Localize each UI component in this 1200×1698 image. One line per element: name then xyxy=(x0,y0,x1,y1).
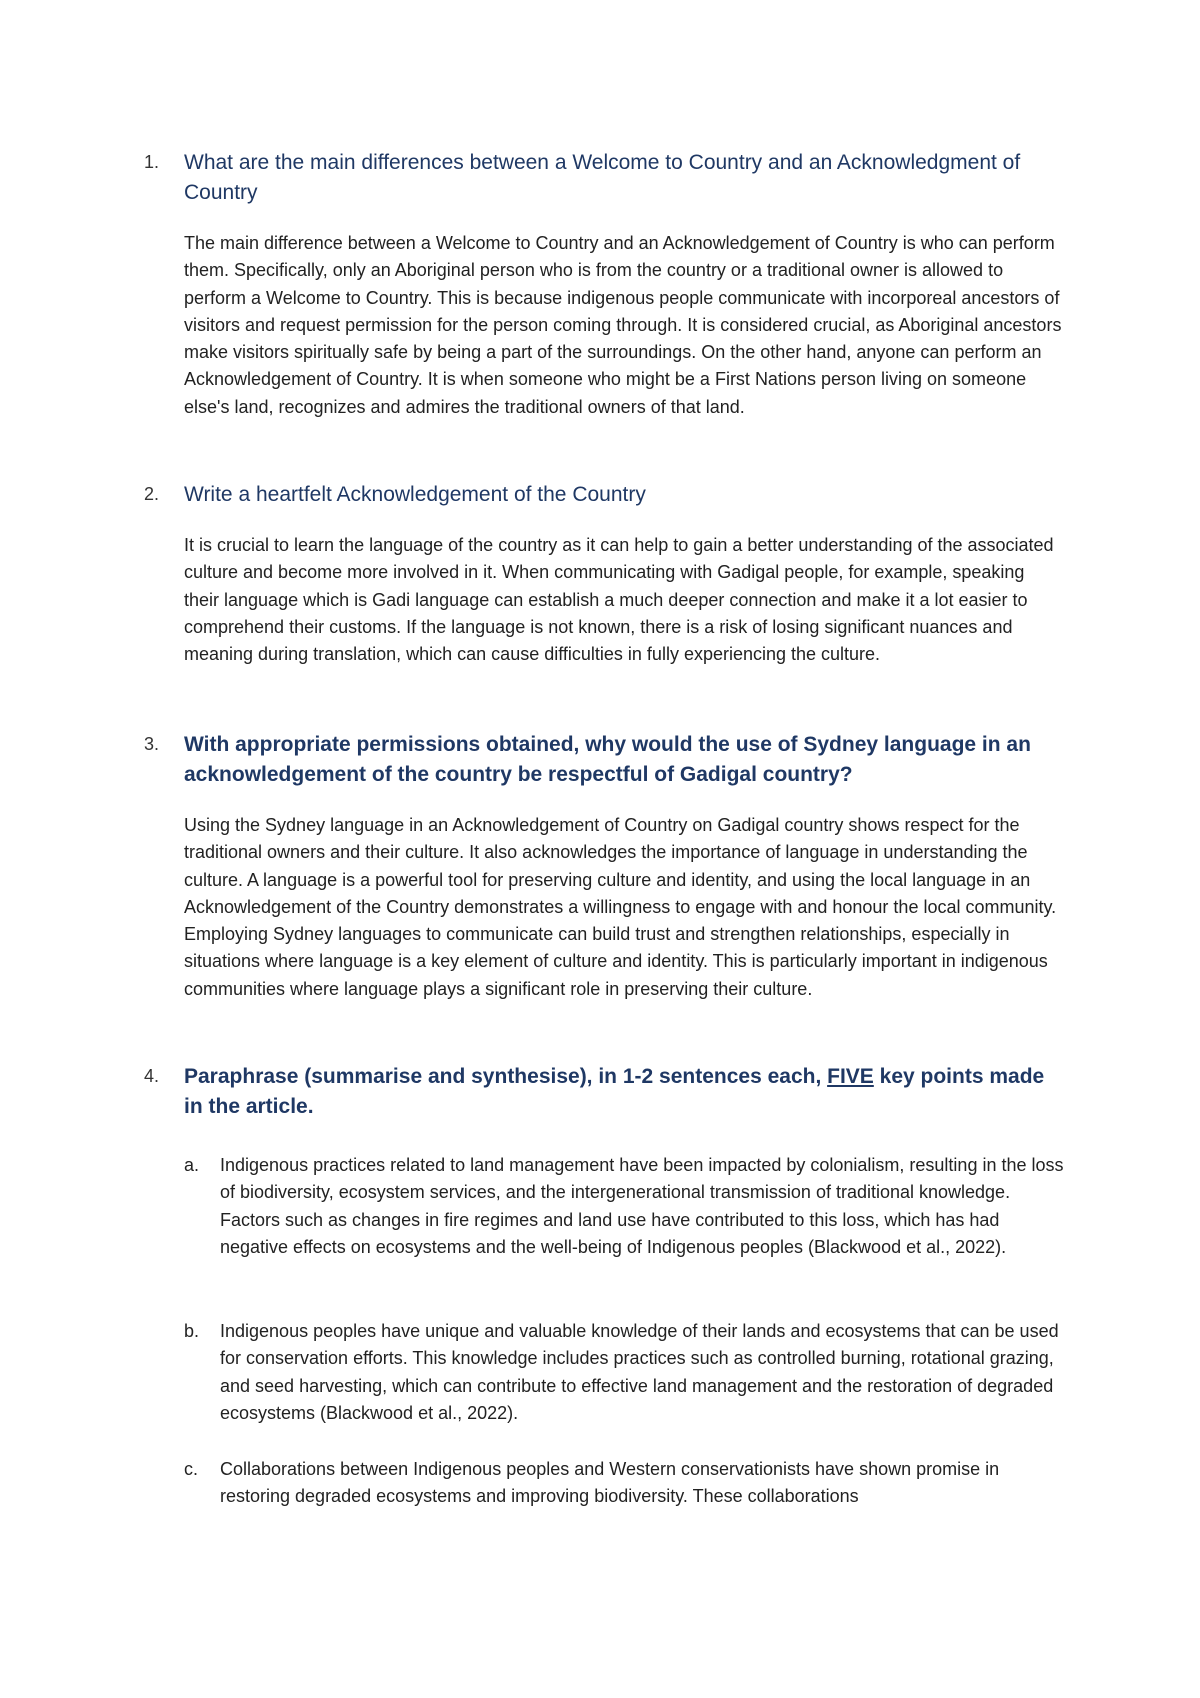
key-point-b-text: Indigenous peoples have unique and valuable knowledge of their lands and ecosystems that can be used for conservation efforts. This knowledge includes practices such as controlled burning, rotational grazing, and seed harvesting, which can contribute to effective land management and the restoration of degraded ecosystems (Blackwood et al., 2022). xyxy=(220,1321,1059,1423)
key-point-c xyxy=(184,1456,1064,1511)
question-2-number: 2. xyxy=(144,484,160,504)
question-1 xyxy=(144,148,1068,421)
key-point-c-text: Collaborations between Indigenous peoples and Western conservationists have shown promise in restoring degraded ecosystems and improving biodiversity. These collaborations xyxy=(220,1459,1000,1507)
key-point-a xyxy=(184,1152,1064,1261)
key-point-a-text: Indigenous practices related to land management have been impacted by colonialism, resulting in the loss of biodiversity, ecosystem services, and the intergenerational transmission of traditional knowledge. Factors such as changes in fire regimes and land use have contributed to this loss, which has had negative effects on ecosystems and the well-being of Indigenous peoples (Blackwood et al., 2022). xyxy=(220,1155,1064,1257)
key-point-c-label: c. xyxy=(184,1459,199,1479)
question-2 xyxy=(144,480,1068,668)
question-4-title-emphasis: FIVE xyxy=(827,1065,874,1088)
key-point-a-label: a. xyxy=(184,1155,200,1175)
question-3 xyxy=(144,730,1068,1003)
question-1-number: 1. xyxy=(144,152,160,172)
key-point-b-label: b. xyxy=(184,1321,200,1341)
question-4-title xyxy=(184,1062,1064,1122)
question-1-answer: The main difference between a Welcome to Country and an Acknowledgement of Country is who can perform them. Specifically, only an Aboriginal person who is from the country or a traditional owner is allowed to perform a Welcome to Country. This is because indigenous people communicate with incorporeal ancestors of visitors and request permission for the person coming through. It is considered crucial, as Aboriginal ancestors make visitors spiritually safe by being a part of the surroundings. On the other hand, anyone can perform an Acknowledgement of Country. It is when someone who might be a First Nations person living on someone else's land, recognizes and admires the traditional owners of that land. xyxy=(184,233,1062,417)
question-3-number: 3. xyxy=(144,734,160,754)
question-4-title-end: key points made in the article. xyxy=(184,1065,1045,1118)
question-2-title: Write a heartfelt Acknowledgement of the Country xyxy=(184,483,646,506)
question-3-answer: Using the Sydney language in an Acknowledgement of Country on Gadigal country shows respect for the traditional owners and their culture. It also acknowledges the importance of language in understanding the culture. A language is a powerful tool for preserving culture and identity, and using the local language in an Acknowledgement of the Country demonstrates a willingness to engage with and honour the local community. Employing Sydney languages to communicate can build trust and strengthen relationships, especially in situations where language is a key element of culture and identity. This is particularly important in indigenous communities where language plays a significant role in preserving their culture. xyxy=(184,815,1057,999)
question-4 xyxy=(144,1062,1068,1122)
question-4-title-start: Paraphrase (summarise and synthesise), in 1-2 sentences each, xyxy=(184,1065,828,1088)
question-1-title: What are the main differences between a Welcome to Country and an Acknowledgment of Country xyxy=(184,151,1021,204)
question-4-number: 4. xyxy=(144,1066,160,1086)
key-point-b xyxy=(184,1318,1064,1427)
question-2-answer: It is crucial to learn the language of the country as it can help to gain a better understanding of the associated culture and become more involved in it. When communicating with Gadigal people, for example, speaking their language which is Gadi language can establish a much deeper connection and make it a lot easier to comprehend their customs. If the language is not known, there is a risk of losing significant nuances and meaning during translation, which can cause difficulties in fully experiencing the culture. xyxy=(184,535,1054,665)
question-3-title: With appropriate permissions obtained, why would the use of Sydney language in an acknowledgement of the country be respectful of Gadigal country? xyxy=(184,733,1031,786)
